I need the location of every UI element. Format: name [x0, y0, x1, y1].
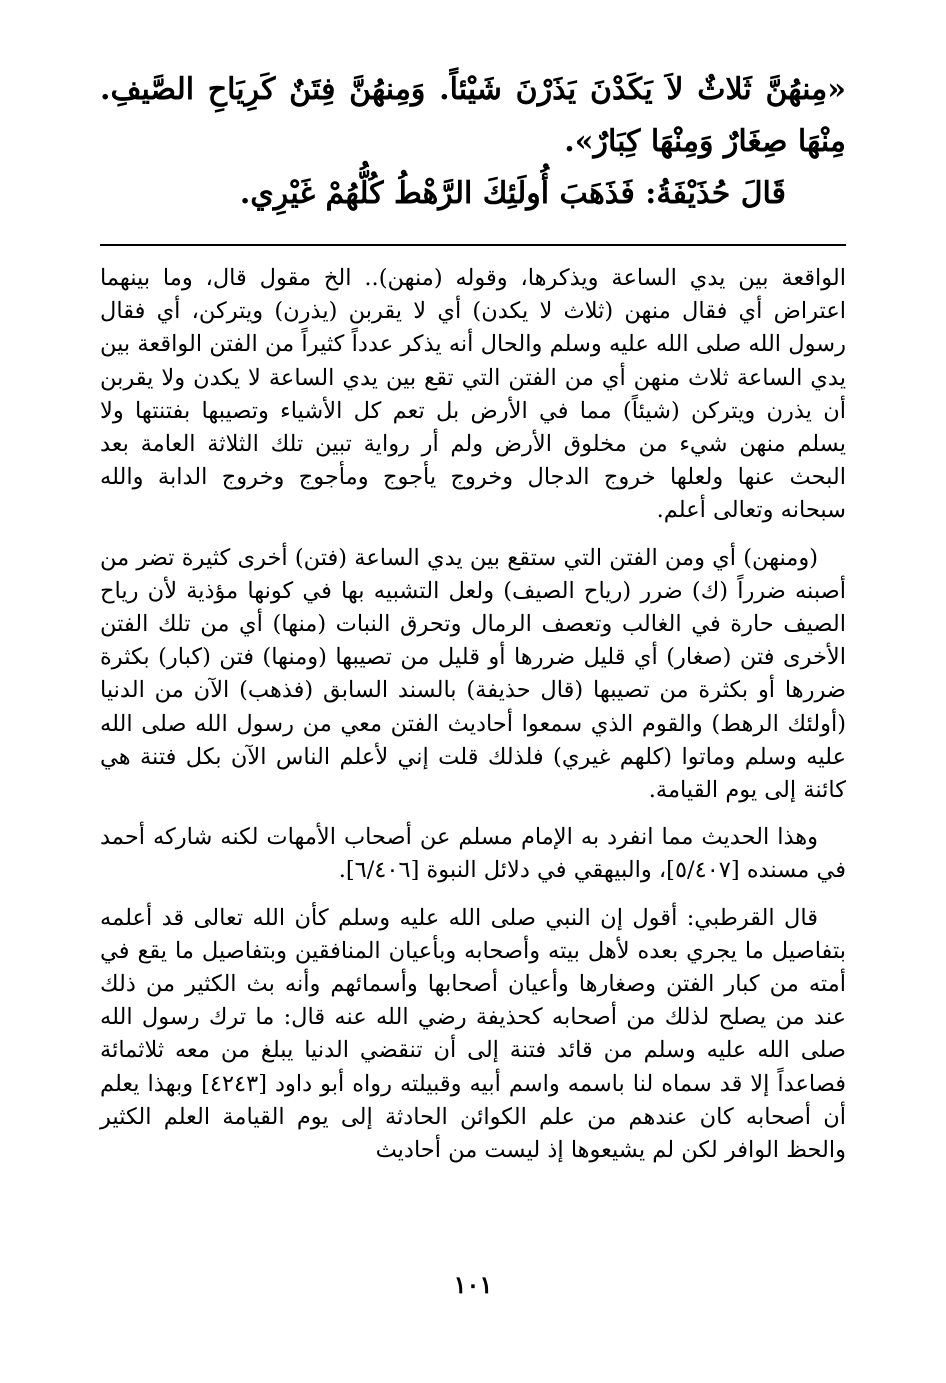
commentary — [100, 262, 846, 1167]
commentary-paragraph: قال القرطبي: أقول إن النبي صلى الله عليه وسلم كأن الله تعالى قد أعلمه بتفاصيل ما يجري بعده لأهل بيته وأصحابه وبأعيان المنافقين وبتفاصيل ما يقع في أمته من كبار الفتن وصغارها وأعيان أصحابها وأسمائهم وأنه بث الكثير من ذلك عند من يصلح لذلك من أصحابه كحذيفة رضي الله عنه قال: ما ترك رسول الله صلى الله عليه وسلم من قائد فتنة إلى أن تنقضي الدنيا يبلغ من معه ثلاثمائة فصاعداً إلا قد سماه لنا باسمه واسم أبيه وقبيلته رواه أبو داود [٤٢٤٣] وبهذا يعلم أن أصحابه كان عندهم من علم الكوائن الحادثة إلى يوم القيامة العلم الكثير والحظ الوافر لكن لم يشيعوها إذ ليست من أحاديث — [100, 904, 846, 1164]
commentary-paragraph: وهذا الحديث مما انفرد به الإمام مسلم عن أصحاب الأمهات لكنه شاركه أحمد في مسنده [٥/٤٠٧]، والبيهقي في دلائل النبوة [٦/٤٠٦]. — [100, 824, 846, 884]
page-content — [100, 64, 846, 1181]
page-number: ١٠١ — [453, 1270, 493, 1299]
commentary-paragraph: الواقعة بين يدي الساعة ويذكرها، وقوله (منهن).. الخ مقول قال، وما بينهما اعتراض أي فقال منهن (ثلاث لا يكدن) أي لا يقربن (يذرن) ويتركن، أي فقال رسول الله صلى الله عليه وسلم والحال أنه يذكر عدداً كثيراً من الفتن الواقعة بين يدي الساعة ثلاث منهن أي من الفتن التي تقع بين يدي الساعة لا يكدن ولا يقربن أن يذرن ويتركن (شيئاً) مما في الأرض بل تعم كل الأشياء وتصيبها بفتنتها ولا يسلم منهن شيء من مخلوق الأرض ولم أر رواية تبين تلك الثلاثة العامة بعد البحث عنها ولعلها خروج الدجال وخروج يأجوج ومأجوج وخروج الدابة والله سبحانه وتعالى أعلم. — [100, 265, 846, 524]
hadith-hudhayfa-line: قَالَ حُذَيْفَةُ: فَذَهَبَ أُولَئِكَ الرَّهْطُ كُلُّهُمْ غَيْرِي. — [239, 176, 786, 211]
divider-rule — [100, 244, 846, 246]
hadith-text: «مِنهُنَّ ثَلاثٌ لاَ يَكَدْنَ يَذَرْنَ شَيْئاً. وَمِنهُنَّ فِتَنٌ كَرِيَاحِ الصَّيفِ. مِنْهَا صِغَارٌ وَمِنْهَا كِبَارٌ». — [100, 72, 846, 159]
commentary-paragraph: (ومنهن) أي ومن الفتن التي ستقع بين يدي الساعة (فتن) أخرى كثيرة تضر من أصبنه ضرراً (ك) ضرر (رياح الصيف) ولعل التشبيه بها في كونها مؤذية لأن رياح الصيف حارة في الغالب وتعصف الرمال وتحرق النبات (منها) أي من تلك الفتن الأخرى فتن (صغار) أي قليل ضررها أو قليل من تصيبها (ومنها) فتن (كبار) بكثرة ضررها أو بكثرة من تصيبها (قال حذيفة) بالسند السابق (فذهب) الآن من الدنيا (أولئك الرهط) والقوم الذي سمعوا أحاديث الفتن معي من رسول الله صلى الله عليه وسلم وماتوا (كلهم غيري) فلذلك قلت إني لأعلم الناس الآن بكل فتنة هي كائنة إلى يوم القيامة. — [100, 544, 846, 804]
